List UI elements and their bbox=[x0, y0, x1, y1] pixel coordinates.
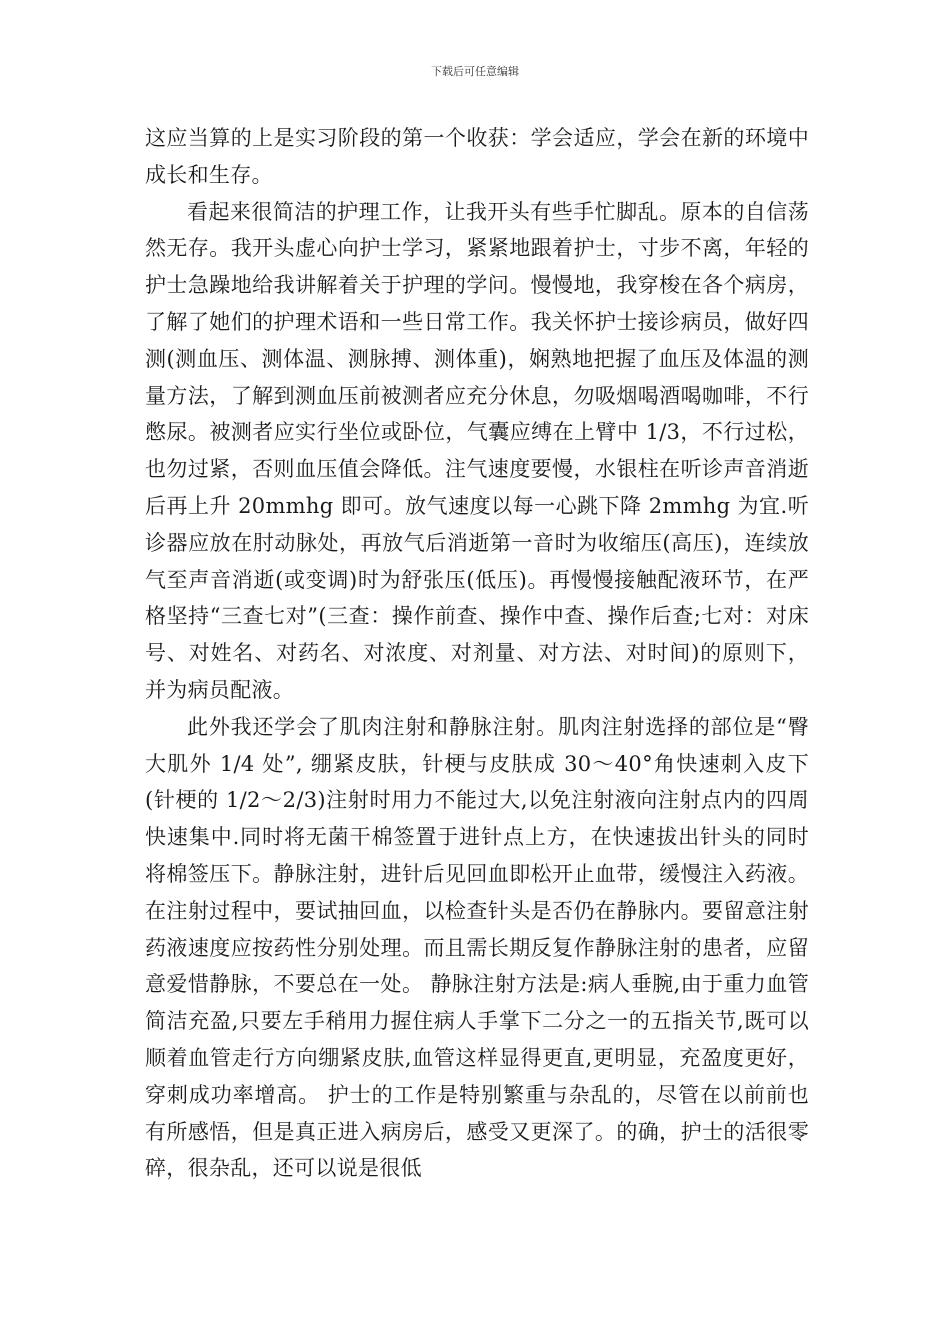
document-body bbox=[145, 120, 809, 1187]
paragraph-injections: 此外我还学会了肌肉注射和静脉注射。肌肉注射选择的部位是“臀大肌外 1/4 处”, 绷紧皮肤，针梗与皮肤成 30～40°角快速刺入皮下(针梗的 1/2～2/3)注射时用力不能过大,以免注射液向注射点内的四周快速集中.同时将无菌干棉签置于进针点上方，在快速拔出针头的同时将棉签压下。静脉注射，进针后见回血即松开止血带，缓慢注入药液。在注射过程中，要试抽回血，以检查针头是否仍在静脉内。要留意注射药液速度应按药性分别处理。而且需长期反复作静脉注射的患者，应留意爱惜静脉，不要总在一处。 静脉注射方法是:病人垂腕,由于重力血管简洁充盈,只要左手稍用力握住病人手掌下二分之一的五指关节,既可以顺着血管走行方向绷紧皮肤,血管这样显得更直,更明显，充盈度更好，穿刺成功率增高。 护士的工作是特别繁重与杂乱的，尽管在以前前也有所感悟，但是真正进入病房后，感受又更深了。的确，护士的活很零碎，很杂乱，还可以说是很低 bbox=[145, 714, 809, 1181]
page-header: 下载后可任意编辑 bbox=[431, 65, 519, 78]
paragraph-nursing-work: 看起来很简洁的护理工作，让我开头有些手忙脚乱。原本的自信荡然无存。我开头虚心向护士学习，紧紧地跟着护士，寸步不离，年轻的护士急躁地给我讲解着关于护理的学问。慢慢地，我穿梭在各个病房，了解了她们的护理术语和一些日常工作。我关怀护士接诊病员，做好四测(测血压、测体温、测脉搏、测体重)，娴熟地把握了血压及体温的测量方法，了解到测血压前被测者应充分休息，勿吸烟喝酒喝咖啡，不行憋尿。被测者应实行坐位或卧位，气囊应缚在上臂中 1/3，不行过松，也勿过紧，否则血压值会降低。注气速度要慢，水银柱在听诊声音消逝后再上升 20mmhg 即可。放气速度以每一心跳下降 2mmhg 为宜.听诊器应放在肘动脉处，再放气后消逝第一音时为收缩压(高压)，连续放气至声音消逝(或变调)时为舒张压(低压)。再慢慢接触配液环节，在严格坚持“三查七对”(三查：操作前查、操作中查、操作后查;七对：对床号、对姓名、对药名、对浓度、对剂量、对方法、对时间)的原则下，并为病员配液。 bbox=[145, 199, 809, 702]
paragraph-intro: 这应当算的上是实习阶段的第一个收获：学会适应，学会在新的环境中成长和生存。 bbox=[145, 126, 809, 187]
